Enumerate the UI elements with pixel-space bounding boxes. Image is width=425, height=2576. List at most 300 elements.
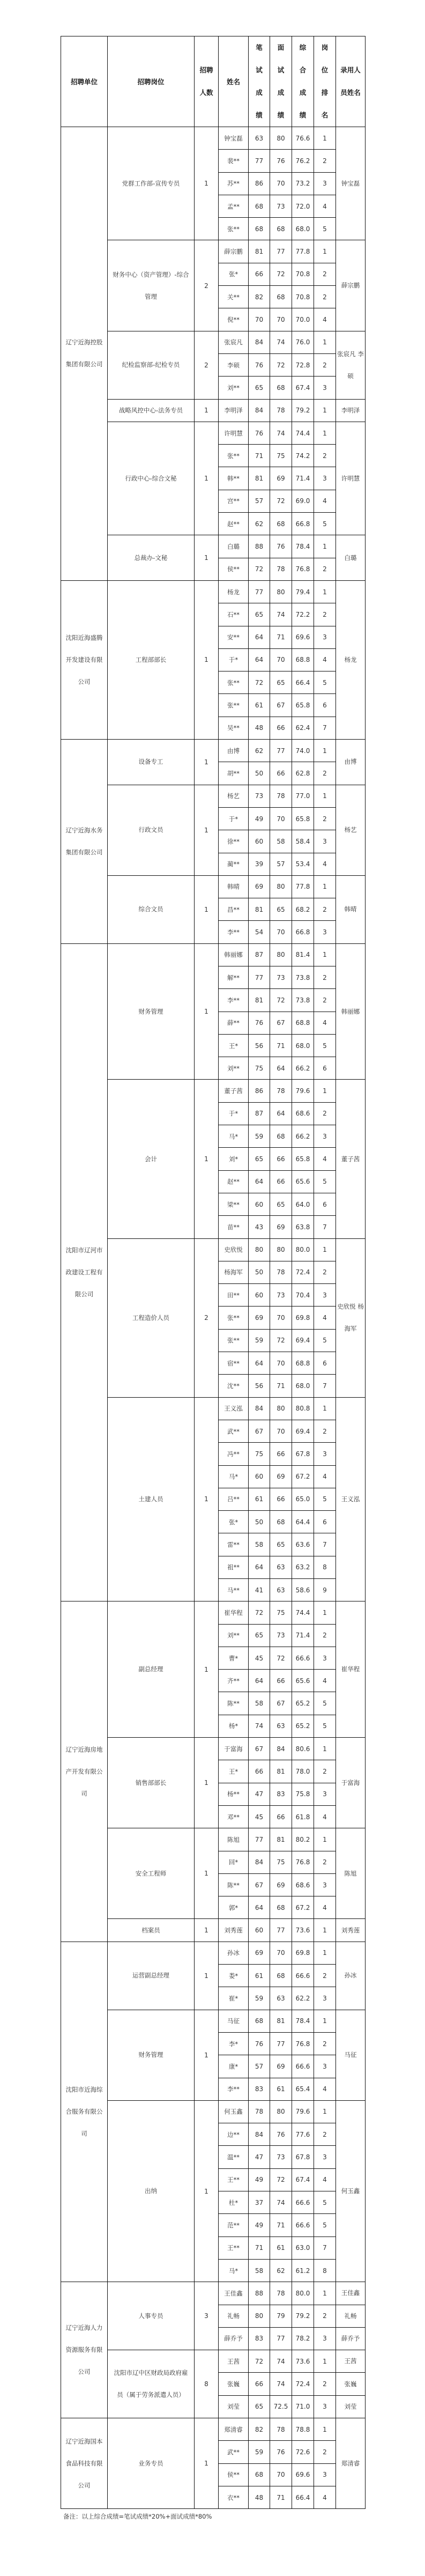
rank: 3 [314,626,336,648]
written-score: 75 [249,1443,270,1465]
header-rank: 岗 位 排 名 [314,36,336,127]
candidate-name: 解** [219,966,249,988]
position-cell: 出纳 [108,2100,195,2282]
interview-score: 71 [270,1375,292,1397]
rank: 1 [314,535,336,558]
rank: 8 [314,1556,336,1578]
rank: 3 [314,377,336,399]
hired-name: 杨艺 [336,785,366,875]
written-score: 76 [249,1012,270,1034]
interview-score: 70 [270,172,292,195]
interview-score: 63 [270,1987,292,2010]
written-score: 66 [249,2373,270,2395]
interview-score: 57 [270,853,292,875]
candidate-name: 郑清睿 [219,2418,249,2440]
headcount-cell: 1 [195,1601,219,1738]
interview-score: 68 [270,1965,292,1987]
rank: 1 [314,399,336,422]
written-score: 59 [249,1125,270,1148]
rank: 2 [314,898,336,921]
table-row [61,580,366,603]
total-score: 72.4 [292,1261,314,1283]
hired-name: 刘莹 [336,2395,366,2418]
interview-score: 68 [270,286,292,308]
candidate-name: 李* [219,2032,249,2055]
interview-score: 70 [270,807,292,830]
interview-score: 70 [270,921,292,943]
unit-cell: 辽宁近海控股集团有限公司 [61,127,108,581]
total-score: 69.4 [292,1329,314,1352]
position-cell: 沈阳市辽中区财政局政府雇员（属于劳务派遣人员） [108,2350,195,2418]
headcount-cell: 1 [195,740,219,785]
candidate-name: 张** [219,218,249,240]
candidate-name: 李明泽 [219,399,249,422]
written-score: 69 [249,875,270,898]
written-score: 77 [249,966,270,988]
interview-score: 64 [270,1102,292,1125]
headcount-cell: 8 [195,2350,219,2418]
total-score: 68.8 [292,648,314,671]
total-score: 69.6 [292,626,314,648]
candidate-name: 史欣悦 [219,1238,249,1261]
written-score: 70 [249,308,270,331]
interview-score: 72 [270,989,292,1012]
position-cell: 土建人员 [108,1397,195,1601]
interview-score: 75 [270,1601,292,1624]
interview-score: 70 [270,648,292,671]
candidate-name: 李** [219,921,249,943]
position-cell: 纪检监察部-纪检专员 [108,331,195,399]
hired-name: 由博 [336,740,366,785]
candidate-name: 王佳鑫 [219,2282,249,2305]
headcount-cell: 1 [195,399,219,422]
interview-score: 84 [270,1738,292,1760]
interview-score: 69 [270,1465,292,1488]
headcount-cell: 1 [195,127,219,240]
interview-score: 69 [270,1216,292,1238]
total-score: 62.8 [292,762,314,785]
rank: 3 [314,1783,336,1805]
total-score: 80.0 [292,1238,314,1261]
candidate-name: 董子茜 [219,1080,249,1102]
recruitment-results-table [61,36,366,2509]
headcount-cell: 1 [195,785,219,875]
interview-score: 80 [270,875,292,898]
written-score: 88 [249,2282,270,2305]
written-score: 69 [249,1942,270,1964]
total-score: 67.8 [292,1443,314,1465]
rank: 1 [314,740,336,762]
written-score: 47 [249,2146,270,2168]
candidate-name: 王茜 [219,2350,249,2373]
candidate-name: 苏** [219,172,249,195]
total-score: 79.6 [292,1080,314,1102]
interview-score: 72.5 [270,2395,292,2418]
unit-cell: 辽宁近海水务集团有限公司 [61,740,108,944]
interview-score: 78 [270,2418,292,2440]
total-score: 66.6 [292,2214,314,2237]
candidate-name: 王义泓 [219,1397,249,1420]
header-hired: 录用人 员姓名 [336,36,366,127]
candidate-name: 张** [219,1307,249,1329]
total-score: 80.0 [292,2282,314,2305]
total-score: 66.2 [292,1125,314,1148]
rank: 4 [314,1012,336,1034]
written-score: 62 [249,740,270,762]
written-score: 49 [249,2168,270,2191]
headcount-cell: 1 [195,1919,219,1942]
written-score: 49 [249,807,270,830]
written-score: 88 [249,535,270,558]
rank: 7 [314,2237,336,2259]
rank: 4 [314,1465,336,1488]
interview-score: 66 [270,1805,292,1828]
rank: 5 [314,2214,336,2237]
written-score: 77 [249,580,270,603]
total-score: 68.6 [292,1873,314,1896]
rank: 5 [314,1692,336,1715]
total-score: 61.2 [292,2259,314,2282]
candidate-name: 吕** [219,1488,249,1510]
position-cell: 会计 [108,1080,195,1238]
total-score: 72.6 [292,2441,314,2463]
rank: 1 [314,1080,336,1102]
total-score: 78.2 [292,2327,314,2350]
interview-score: 80 [270,580,292,603]
written-score: 84 [249,331,270,353]
candidate-name: 杜* [219,2191,249,2214]
interview-score: 66 [270,1670,292,1692]
total-score: 62.4 [292,717,314,739]
total-score: 66.6 [292,2191,314,2214]
headcount-cell: 1 [195,1942,219,2010]
written-score: 60 [249,1193,270,1215]
interview-score: 74 [270,331,292,353]
rank: 6 [314,694,336,717]
total-score: 73.6 [292,1919,314,1942]
written-score: 65 [249,603,270,626]
rank: 1 [314,2282,336,2305]
interview-score: 76 [270,2441,292,2463]
written-score: 64 [249,1670,270,1692]
interview-score: 65 [270,1533,292,1556]
written-score: 71 [249,445,270,467]
total-score: 70.0 [292,308,314,331]
total-score: 69.4 [292,1420,314,1442]
total-score: 79.6 [292,2100,314,2123]
table-row [61,943,366,966]
total-score: 66.2 [292,1057,314,1080]
candidate-name: 张宸凡 [219,331,249,353]
written-score: 59 [249,1329,270,1352]
candidate-name: 王** [219,2168,249,2191]
rank: 5 [314,1034,336,1057]
rank: 3 [314,2327,336,2350]
total-score: 66.4 [292,2486,314,2508]
written-score: 50 [249,1261,270,1283]
total-score: 66.8 [292,513,314,535]
candidate-name: 昌** [219,898,249,921]
headcount-cell: 3 [195,2282,219,2350]
written-score: 37 [249,2191,270,2214]
candidate-name: 陈** [219,1692,249,1715]
written-score: 83 [249,2078,270,2100]
position-cell: 销售部部长 [108,1738,195,1828]
written-score: 65 [249,2395,270,2418]
candidate-name: 李硕 [219,353,249,376]
interview-score: 81 [270,1828,292,1851]
candidate-name: 张* [219,263,249,285]
rank: 1 [314,2418,336,2440]
total-score: 72.4 [292,2373,314,2395]
hired-name: 许明慧 [336,422,366,535]
interview-score: 63 [270,1556,292,1578]
position-cell: 财务中心（资产管理）-综合管理 [108,240,195,331]
rank: 1 [314,331,336,353]
written-score: 63 [249,127,270,150]
written-score: 84 [249,399,270,422]
written-score: 73 [249,785,270,807]
candidate-name: 于* [219,1102,249,1125]
written-score: 71 [249,2237,270,2259]
total-score: 67.4 [292,2168,314,2191]
candidate-name: 温** [219,2146,249,2168]
total-score: 65.8 [292,807,314,830]
interview-score: 78 [270,2282,292,2305]
candidate-name: 关** [219,286,249,308]
written-score: 54 [249,921,270,943]
interview-score: 80 [270,943,292,966]
rank: 3 [314,1284,336,1307]
candidate-name: 赵** [219,1170,249,1193]
total-score: 76.8 [292,558,314,580]
rank: 4 [314,2168,336,2191]
written-score: 68 [249,195,270,217]
candidate-name: 于富海 [219,1738,249,1760]
total-score: 71.4 [292,467,314,490]
interview-score: 72 [270,353,292,376]
candidate-name: 陈** [219,1873,249,1896]
interview-score: 68 [270,218,292,240]
total-score: 66.6 [292,2055,314,2078]
interview-score: 68 [270,1125,292,1148]
interview-score: 65 [270,671,292,694]
interview-score: 77 [270,240,292,263]
interview-score: 80 [270,1397,292,1420]
rank: 1 [314,2100,336,2123]
interview-score: 68 [270,1511,292,1533]
written-score: 78 [249,2100,270,2123]
candidate-name: 张** [219,445,249,467]
total-score: 67.8 [292,2146,314,2168]
rank: 3 [314,2463,336,2486]
rank: 1 [314,580,336,603]
written-score: 68 [249,218,270,240]
hired-name: 白璐 [336,535,366,581]
total-score: 68.0 [292,218,314,240]
interview-score: 73 [270,195,292,217]
candidate-name: 由博 [219,740,249,762]
total-score: 64.4 [292,1511,314,1533]
interview-score: 63 [270,1579,292,1601]
rank: 7 [314,1375,336,1397]
interview-score: 77 [270,2327,292,2350]
total-score: 73.8 [292,966,314,988]
rank: 4 [314,195,336,217]
total-score: 58.6 [292,1579,314,1601]
total-score: 73.8 [292,989,314,1012]
written-score: 87 [249,1102,270,1125]
interview-score: 73 [270,966,292,988]
written-score: 58 [249,1692,270,1715]
interview-score: 66 [270,1148,292,1170]
rank: 7 [314,1216,336,1238]
candidate-name: 王** [219,2237,249,2259]
interview-score: 68 [270,377,292,399]
written-score: 76 [249,353,270,376]
interview-score: 71 [270,2486,292,2508]
written-score: 72 [249,2350,270,2373]
candidate-name: 刘秀莲 [219,1919,249,1942]
rank: 1 [314,1919,336,1942]
total-score: 65.6 [292,1670,314,1692]
total-score: 73.2 [292,172,314,195]
headcount-cell: 1 [195,943,219,1080]
interview-score: 68 [270,513,292,535]
candidate-name: 张巍 [219,2373,249,2395]
rank: 1 [314,240,336,263]
position-cell: 党群工作部-宣传专员 [108,127,195,240]
interview-score: 67 [270,694,292,717]
written-score: 65 [249,1624,270,1647]
written-score: 76 [249,422,270,444]
position-cell: 副总经理 [108,1601,195,1738]
rank: 2 [314,1420,336,1442]
rank: 3 [314,1987,336,2010]
position-cell: 行政中心-综合文秘 [108,422,195,535]
interview-score: 66 [270,717,292,739]
rank: 3 [314,2055,336,2078]
headcount-cell: 1 [195,422,219,535]
rank: 1 [314,1601,336,1624]
written-score: 64 [249,1556,270,1578]
written-score: 61 [249,694,270,717]
total-score: 68.6 [292,1102,314,1125]
written-score: 72 [249,1601,270,1624]
candidate-name: 武** [219,1420,249,1442]
rank: 2 [314,1261,336,1283]
total-score: 72.8 [292,353,314,376]
hired-name: 马征 [336,2010,366,2100]
position-cell: 综合文员 [108,875,195,943]
written-score: 86 [249,172,270,195]
written-score: 68 [249,2010,270,2032]
total-score: 80.6 [292,1738,314,1760]
written-score: 61 [249,1965,270,1987]
total-score: 68.0 [292,1375,314,1397]
rank: 2 [314,445,336,467]
interview-score: 74 [270,603,292,626]
rank: 2 [314,2441,336,2463]
candidate-name: 马* [219,1125,249,1148]
candidate-name: 侯** [219,2463,249,2486]
header-count: 招聘 人数 [195,36,219,127]
total-score: 66.6 [292,1965,314,1987]
interview-score: 81 [270,2010,292,2032]
total-score: 78.4 [292,2010,314,2032]
interview-score: 70 [270,2463,292,2486]
interview-score: 66 [270,1170,292,1193]
total-score: 66.8 [292,921,314,943]
candidate-name: 于* [219,807,249,830]
candidate-name: 薛乔予 [219,2327,249,2350]
results-body [61,127,366,2509]
interview-score: 70 [270,1307,292,1329]
interview-score: 77 [270,2032,292,2055]
position-cell: 安全工程师 [108,1828,195,1919]
written-score: 72 [249,558,270,580]
header-total-score: 综 合 成 绩 [292,36,314,127]
header-row [61,36,366,127]
interview-score: 66 [270,1443,292,1465]
total-score: 61.8 [292,1805,314,1828]
hired-name: 于富海 [336,1738,366,1828]
interview-score: 80 [270,2100,292,2123]
candidate-name: 韩晴 [219,875,249,898]
total-score: 69.8 [292,1942,314,1964]
written-score: 84 [249,1397,270,1420]
hired-name: 薛宗鹏 [336,240,366,331]
interview-score: 70 [270,1352,292,1375]
total-score: 79.4 [292,580,314,603]
headcount-cell: 2 [195,1238,219,1397]
written-score: 61 [249,1488,270,1510]
hired-name: 王佳鑫 [336,2282,366,2305]
rank: 2 [314,353,336,376]
rank: 3 [314,2146,336,2168]
rank: 3 [314,2395,336,2418]
candidate-name: 马征 [219,2010,249,2032]
position-cell: 财务管理 [108,2010,195,2100]
written-score: 64 [249,1170,270,1193]
interview-score: 68 [270,1896,292,1919]
written-score: 66 [249,1760,270,1783]
written-score: 80 [249,1238,270,1261]
total-score: 71.4 [292,1624,314,1647]
written-score: 56 [249,1034,270,1057]
candidate-name: 武** [219,2441,249,2463]
total-score: 65.0 [292,1488,314,1510]
hired-name: 礼畅 [336,2305,366,2327]
total-score: 65.2 [292,1692,314,1715]
interview-score: 78 [270,558,292,580]
candidate-name: 马** [219,1579,249,1601]
total-score: 73.6 [292,2350,314,2373]
hired-name: 李明泽 [336,399,366,422]
table-row [61,2418,366,2440]
total-score: 68.8 [292,1012,314,1034]
unit-cell: 辽宁近海房地产开发有限公司 [61,1601,108,1942]
interview-score: 80 [270,1238,292,1261]
rank: 4 [314,2486,336,2508]
candidate-name: 杨** [219,1783,249,1805]
rank: 5 [314,218,336,240]
written-score: 86 [249,1080,270,1102]
position-cell: 业务专员 [108,2418,195,2508]
rank: 2 [314,286,336,308]
header-interview-score: 面 试 成 绩 [270,36,292,127]
hired-name: 张巍 [336,2373,366,2395]
